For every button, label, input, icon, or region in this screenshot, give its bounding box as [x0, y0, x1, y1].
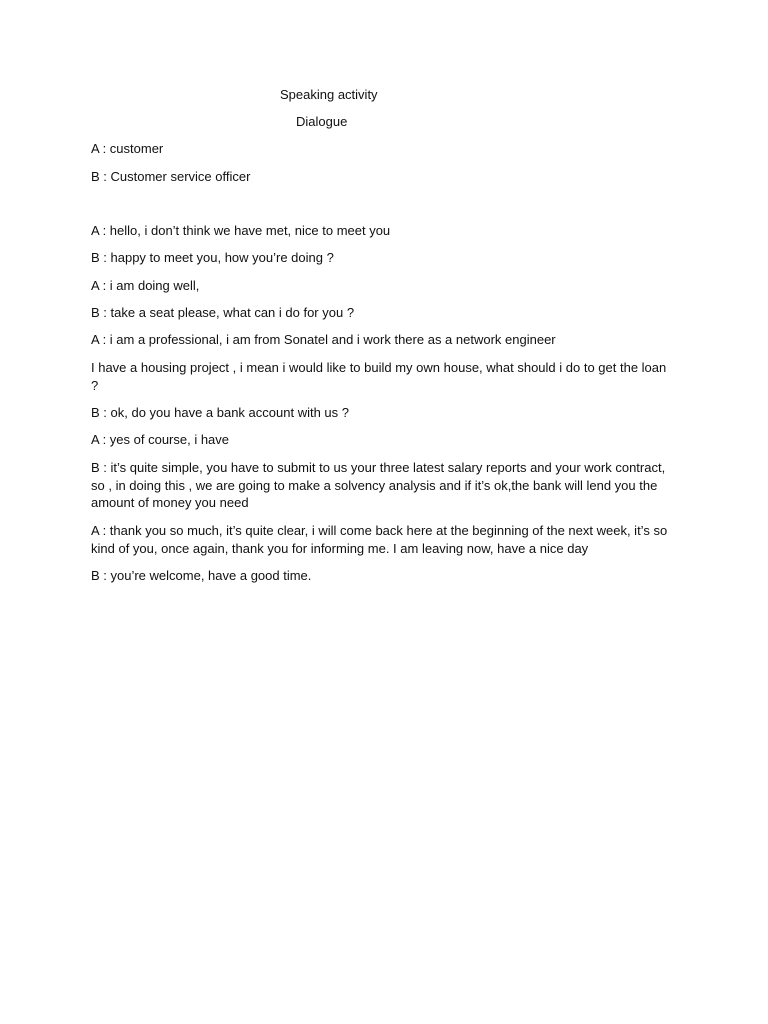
dialogue-line: B : ok, do you have a bank account with us ?: [91, 405, 349, 420]
dialogue-line: A : hello, i don’t think we have met, nice to meet you: [91, 223, 391, 238]
dialogue-line: A : i am a professional, i am from Sonatel and i work there as a network engineer: [91, 332, 556, 347]
dialogue-line: B : take a seat please, what can i do for you ?: [91, 305, 355, 320]
document-subtitle: Dialogue: [296, 114, 348, 129]
document-title: Speaking activity: [280, 87, 378, 102]
role-b: B : Customer service officer: [91, 169, 251, 184]
dialogue-line: A : yes of course, i have: [91, 432, 230, 447]
dialogue-line: B : it’s quite simple, you have to submit to us your three latest salary reports and your work contract, so , in doing this , we are going to make a solvency analysis and if it’s ok,the bank will lend you the amount of money you need: [91, 460, 666, 510]
dialogue-line: B : happy to meet you, how you’re doing ?: [91, 250, 334, 265]
dialogue-line: I have a housing project , i mean i would like to build my own house, what should i do to get the loan ?: [91, 360, 667, 393]
dialogue-line: B : you’re welcome, have a good time.: [91, 568, 312, 583]
dialogue-line: A : thank you so much, it’s quite clear, i will come back here at the beginning of the next week, it’s so kind of you, once again, thank you for informing me. I am leaving now, have a nice day: [91, 523, 668, 556]
dialogue-line: A : i am doing well,: [91, 278, 200, 293]
role-a: A : customer: [91, 141, 164, 156]
